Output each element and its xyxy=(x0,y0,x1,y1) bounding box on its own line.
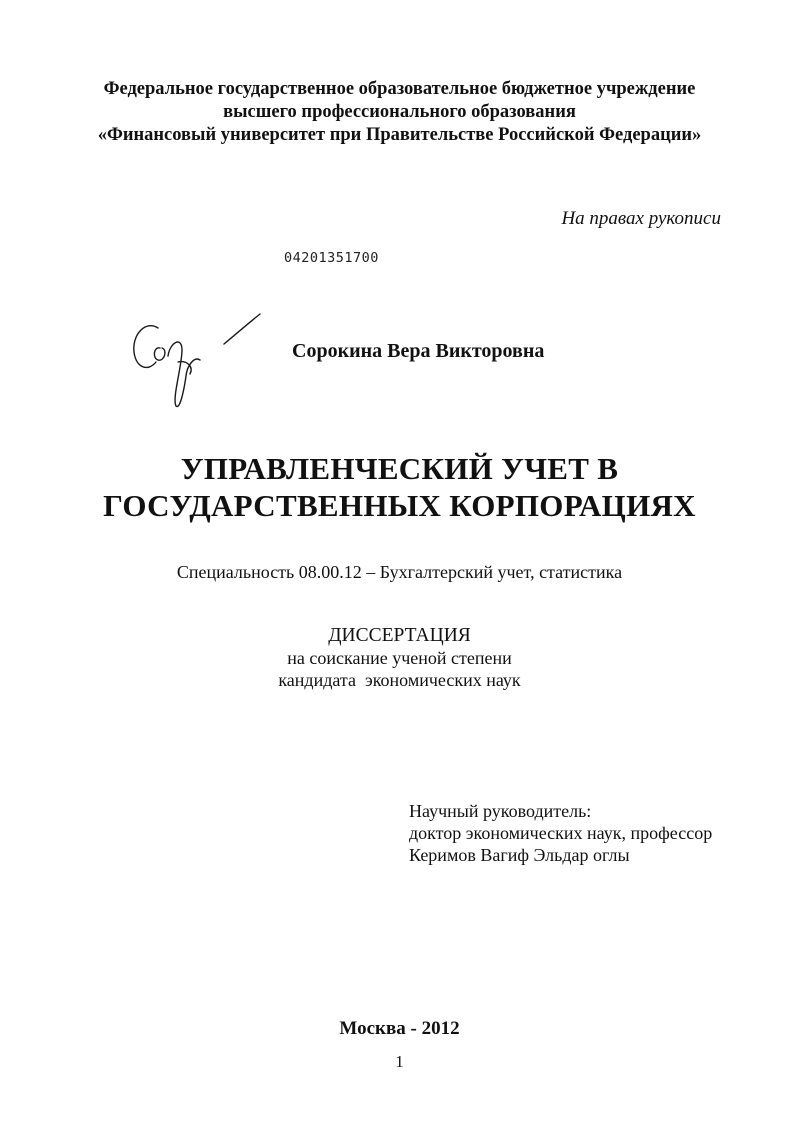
institution-line-3: «Финансовый университет при Правительстве Российской Федерации» xyxy=(97,125,702,145)
institution-header xyxy=(0,78,799,147)
title-line-2: ГОСУДАРСТВЕННЫХ КОРПОРАЦИЯХ xyxy=(103,488,696,523)
advisor-label: Научный руководитель: xyxy=(409,801,592,821)
dissertation-info xyxy=(0,625,799,691)
dissertation-heading: ДИССЕРТАЦИЯ xyxy=(328,625,471,646)
degree-line-2: кандидата экономических наук xyxy=(278,670,521,690)
institution-line-2: высшего профессионального образования xyxy=(223,102,576,122)
degree-line-1: на соискание ученой степени xyxy=(287,648,512,668)
dissertation-title xyxy=(0,450,799,524)
scientific-advisor xyxy=(409,800,712,866)
registration-code: 04201351700 xyxy=(284,250,379,266)
institution-line-1: Федеральное государственное образовательное бюджетное учреждение xyxy=(103,79,696,99)
title-line-1: УПРАВЛЕНЧЕСКИЙ УЧЕТ В xyxy=(180,451,619,486)
city-year: Москва - 2012 xyxy=(339,1018,460,1039)
advisor-name: Керимов Вагиф Эльдар оглы xyxy=(409,845,630,865)
page-number: 1 xyxy=(395,1052,404,1071)
manuscript-note: На правах рукописи xyxy=(561,208,721,229)
advisor-degree: доктор экономических наук, профессор xyxy=(409,823,713,843)
specialty: Специальность 08.00.12 – Бухгалтерский учет, статистика xyxy=(176,562,623,582)
author-name: Сорокина Вера Викторовна xyxy=(292,340,545,362)
handwritten-signature xyxy=(124,306,274,416)
